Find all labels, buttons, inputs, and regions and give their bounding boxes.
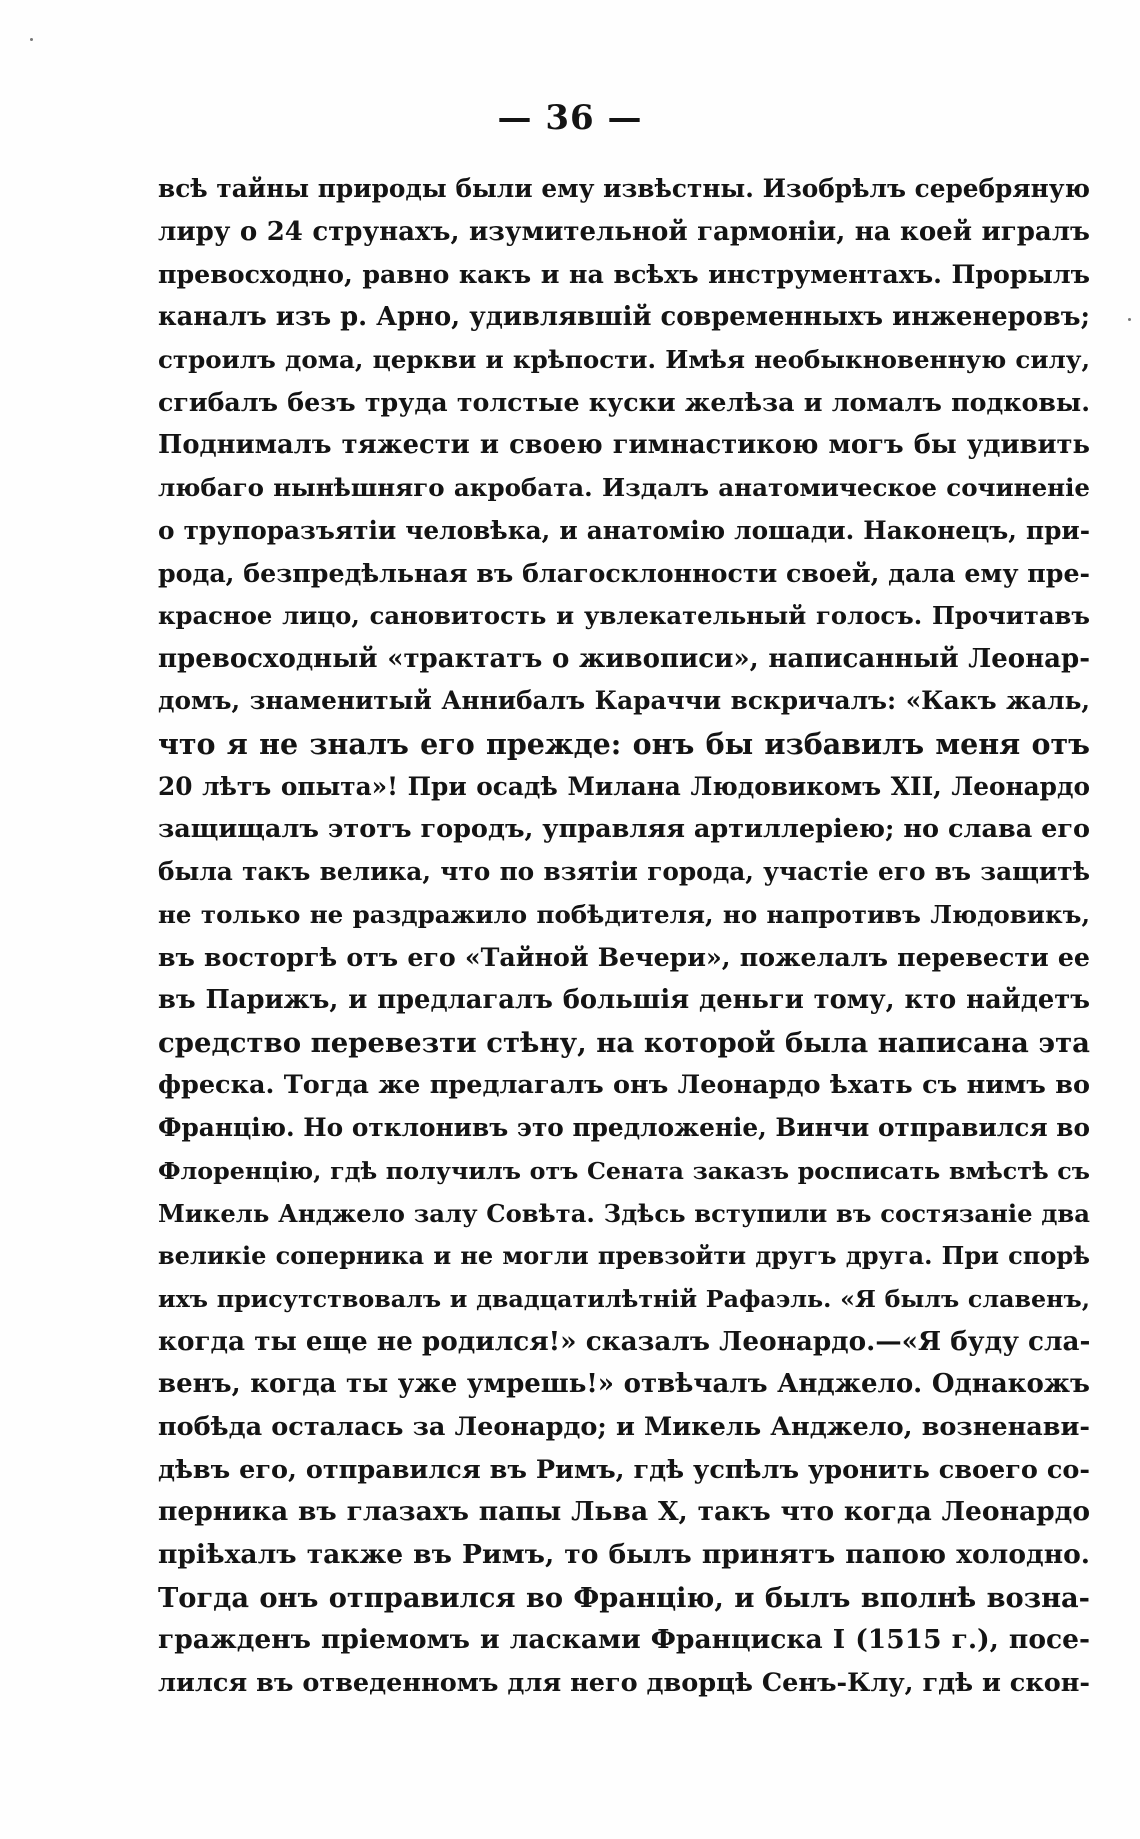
- text-line: что я не зналъ его прежде: онъ бы избавилъ меня отъ: [158, 726, 1090, 761]
- text-line: фреска. Тогда же предлагалъ онъ Леонардо ѣхать съ нимъ во: [158, 1070, 1090, 1101]
- text-line: каналъ изъ р. Арно, удивлявшій современныхъ инженеровъ;: [158, 302, 1090, 333]
- text-line: побѣда осталась за Леонардо; и Микель Анджело, возненави-: [158, 1411, 1090, 1442]
- text-line: лиру о 24 струнахъ, изумительной гармоніи, на коей игралъ: [158, 216, 1090, 247]
- text-line: всѣ тайны природы были ему извѣстны. Изобрѣлъ серебряную: [158, 174, 1090, 203]
- text-line: венъ, когда ты уже умрешь!» отвѣчалъ Анджело. Однакожъ: [158, 1369, 1090, 1400]
- text-line: ихъ присутствовалъ и двадцатилѣтній Рафаэль. «Я былъ славенъ,: [158, 1284, 1090, 1313]
- text-line: строилъ дома, церкви и крѣпости. Имѣя необыкновенную силу,: [158, 344, 1090, 374]
- text-line: Францію. Но отклонивъ это предложеніе, Винчи отправился во: [158, 1113, 1090, 1143]
- text-line: Флоренцію, гдѣ получилъ отъ Сената заказъ росписать вмѣстѣ съ: [158, 1156, 1090, 1185]
- text-line: пріѣхалъ также въ Римъ, то былъ принятъ папою холодно.: [158, 1539, 1090, 1570]
- text-line: о трупоразъятіи человѣка, и анатомію лошади. Наконецъ, при-: [158, 515, 1090, 545]
- scan-speck: [30, 38, 33, 41]
- text-line: перника въ глазахъ папы Льва X, такъ что когда Леонардо: [158, 1496, 1090, 1528]
- text-line: въ Парижъ, и предлагалъ большія деньги тому, кто найдетъ: [158, 985, 1090, 1016]
- text-line: сгибалъ безъ труда толстые куски желѣза и ломалъ подковы.: [158, 387, 1090, 418]
- text-line: рода, безпредѣльная въ благосклонности своей, дала ему пре-: [158, 558, 1090, 589]
- text-line: превосходно, равно какъ и на всѣхъ инструментахъ. Прорылъ: [158, 259, 1090, 290]
- text-line: была такъ велика, что по взятіи города, участіе его въ защитѣ: [158, 857, 1090, 886]
- text-line: дѣвъ его, отправился въ Римъ, гдѣ успѣлъ уронить своего со-: [158, 1454, 1090, 1485]
- text-line: великіе соперника и не могли превзойти другъ друга. При спорѣ: [158, 1241, 1090, 1271]
- body-text: [158, 168, 1090, 1705]
- page-number: — 36 —: [497, 98, 643, 138]
- text-line: въ восторгѣ отъ его «Тайной Вечери», пожелалъ перевести ее: [158, 942, 1090, 973]
- text-line: Тогда онъ отправился во Францію, и былъ вполнѣ возна-: [158, 1581, 1090, 1614]
- text-line: Микель Анджело залу Совѣта. Здѣсь вступили въ состязаніе два: [158, 1198, 1090, 1228]
- text-line: не только не раздражило побѣдителя, но напротивъ Людовикъ,: [158, 899, 1090, 929]
- text-line: 20 лѣтъ опыта»! При осадѣ Милана Людовикомъ XII, Леонардо: [158, 771, 1090, 801]
- text-line: домъ, знаменитый Аннибалъ Караччи вскричалъ: «Какъ жаль,: [158, 686, 1090, 716]
- text-line: любаго нынѣшняго акробата. Издалъ анатомическое сочиненіе: [158, 472, 1090, 502]
- text-line: лился въ отведенномъ для него дворцѣ Сенъ-Клу, гдѣ и скон-: [158, 1668, 1090, 1699]
- text-line: когда ты еще не родился!» сказалъ Леонардо.—«Я буду сла-: [158, 1325, 1090, 1357]
- text-line: защищалъ этотъ городъ, управляя артиллеріею; но слава его: [158, 814, 1090, 845]
- text-line: красное лицо, сановитость и увлекательный голосъ. Прочитавъ: [158, 600, 1090, 630]
- text-line: превосходный «трактатъ о живописи», написанный Леонар-: [158, 643, 1090, 674]
- text-line: средство перевезти стѣну, на которой была написана эта: [158, 1026, 1090, 1059]
- text-line: гражденъ пріемомъ и ласками Франциска I (1515 г.), посе-: [158, 1624, 1090, 1656]
- text-line: Поднималъ тяжести и своею гимнастикою могъ бы удивить: [158, 430, 1090, 461]
- scan-speck: [1128, 318, 1131, 321]
